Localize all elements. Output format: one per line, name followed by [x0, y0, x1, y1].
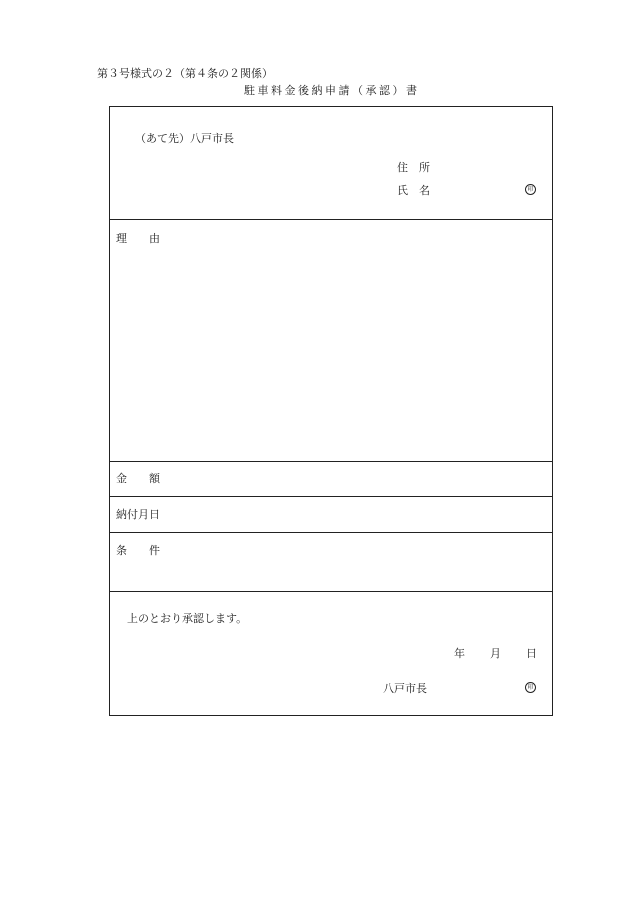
divider-reason	[110, 461, 552, 462]
amount-label: 金 額	[116, 472, 160, 485]
mayor-seal-mark: 印	[525, 682, 536, 693]
mayor-label: 八戸市長	[383, 682, 427, 695]
conditions-label: 条 件	[116, 544, 160, 557]
addressee: （あて先）八戸市長	[135, 132, 234, 145]
divider-applicant	[110, 219, 552, 220]
form-title: 駐車料金後納申請（承認）書	[244, 84, 420, 97]
month-label: 月	[490, 647, 501, 660]
approval-statement: 上のとおり承認します。	[127, 612, 248, 625]
reason-label: 理 由	[116, 232, 160, 245]
applicant-seal-mark: 印	[525, 184, 536, 195]
year-label: 年	[454, 647, 465, 660]
day-label: 日	[526, 647, 537, 660]
payment-date-label: 納付月日	[116, 508, 160, 521]
conditions-field[interactable]	[200, 537, 540, 587]
amount-field[interactable]	[200, 465, 540, 495]
address-label: 住 所	[397, 161, 430, 174]
divider-conditions	[110, 591, 552, 592]
divider-amount	[110, 496, 552, 497]
divider-payment-date	[110, 532, 552, 533]
name-label: 氏 名	[397, 184, 430, 197]
reason-field[interactable]	[200, 233, 540, 333]
payment-date-field[interactable]	[200, 501, 540, 531]
form-number: 第３号様式の２（第４条の２関係）	[97, 67, 273, 80]
application-form-table	[109, 106, 553, 716]
